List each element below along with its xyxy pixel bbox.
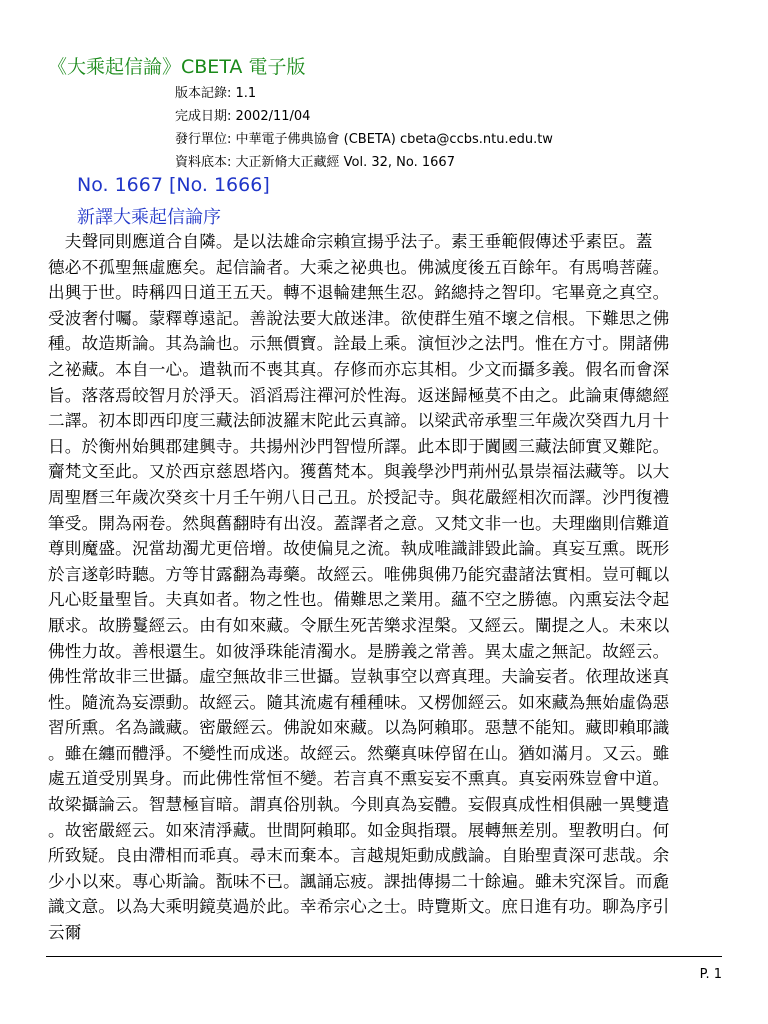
text-line: 性。隨流為妄漂動。故經云。隨其流處有種種味。又楞伽經云。如來藏為無始虛偽惡 [48,692,670,712]
meta-publisher: 發行單位: 中華電子佛典協會 (CBETA) cbeta@ccbs.ntu.edu.tw [175,132,553,147]
text-line: 二譯。初本即西印度三藏法師波羅末陀此云真諦。以梁武帝承聖三年歲次癸酉九月十 [48,411,670,431]
text-line: 之祕藏。本自一心。遣執而不喪其真。存修而亦忘其相。少文而攝多義。假名而會深 [48,359,670,379]
document-title: 《大乘起信論》CBETA 電子版 [48,56,306,78]
text-line: 種。故造斯論。其為論也。示無價寶。詮最上乘。演恒沙之法門。惟在方寸。開諸佛 [48,334,670,354]
body-text [48,229,728,946]
text-line: 習所熏。名為識藏。密嚴經云。佛說如來藏。以為阿賴耶。惡慧不能知。藏即賴耶識 [48,718,670,738]
text-line: 出興于世。時稱四日道王五天。轉不退輪建無生忍。銘總持之智印。宅畢竟之真空。 [48,283,670,303]
text-line: 故梁攝論云。智慧極盲暗。謂真俗別執。今則真為妄體。妄假真成性相俱融一異雙遣 [48,795,670,815]
version-metadata [175,82,553,174]
footer-divider [46,956,722,957]
text-line: 夫聲同則應道合自隣。是以法雄命宗賴宣揚乎法子。素王垂範假傳述乎素臣。蓋 [48,232,653,251]
text-line: 旨。落落焉皎智月於淨天。滔滔焉注禪河於性海。返迷歸極莫不由之。此論東傳總經 [48,385,670,405]
text-line: 識文意。以為大乘明鏡莫過於此。幸希宗心之士。時覽斯文。庶日進有功。聊為序引 [48,897,670,917]
text-line: 於言遂彰時聽。方等甘露翻為毒藥。故經云。唯佛與佛乃能究盡諸法實相。豈可輒以 [48,564,670,584]
text-line: 佛性常故非三世攝。虛空無故非三世攝。豈執事空以齊真理。夫論妄者。依理故迷真 [48,667,670,687]
meta-source: 資料底本: 大正新脩大正藏經 Vol. 32, No. 1667 [175,155,455,170]
text-line: 。故密嚴經云。如來清淨藏。世間阿賴耶。如金與指環。展轉無差別。聖教明白。何 [48,820,670,840]
text-line: 。雖在纏而體淨。不變性而成迷。故經云。然藥真味停留在山。猶如滿月。又云。雖 [48,743,670,763]
text-line: 齎梵文至此。又於西京慈恩塔內。獲舊梵本。與義學沙門荊州弘景崇福法藏等。以大 [48,462,670,482]
text-line: 處五道受別異身。而此佛性常恒不變。若言真不熏妄妄不熏真。真妄兩殊豈會中道。 [48,769,670,789]
text-line: 日。於衡州始興郡建興寺。共揚州沙門智愷所譯。此本即于闐國三藏法師實叉難陀。 [48,436,670,456]
text-line: 筆受。開為兩卷。然與舊翻時有出沒。蓋譯者之意。又梵文非一也。夫理幽則信難道 [48,513,670,533]
text-line: 所致疑。良由滯相而乖真。尋末而棄本。言越規矩動成戲論。自貽聖責深可悲哉。余 [48,846,670,866]
text-line: 受波奢付囑。蒙釋尊遠記。善說法要大啟迷津。欲使群生殖不壞之信根。下難思之佛 [48,308,670,328]
text-line: 德必不孤聖無虛應矣。起信論者。大乘之祕典也。佛滅度後五百餘年。有馬鳴菩薩。 [48,257,670,277]
text-line: 厭求。故勝鬘經云。由有如來藏。令厭生死苦樂求涅槃。又經云。闡提之人。未來以 [48,615,670,635]
page-number: P. 1 [699,967,722,982]
text-line: 尊則魔盛。況當劫濁尤更倍增。故使偏見之流。執成唯識誹毀此論。真妄互熏。既形 [48,539,670,559]
meta-version: 版本記錄: 1.1 [175,86,257,101]
sutra-number: No. 1667 [No. 1666] [77,174,270,196]
text-line: 周聖曆三年歲次癸亥十月壬午朔八日己丑。於授記寺。與花嚴經相次而譯。沙門復禮 [48,487,670,507]
text-line: 佛性力故。善根還生。如彼淨珠能清濁水。是勝義之常善。異太虛之無記。故經云。 [48,641,670,661]
text-line: 少小以來。專心斯論。翫味不已。諷誦忘疲。課拙傳揚二十餘遍。雖未究深旨。而麁 [48,871,670,891]
section-title: 新譯大乘起信論序 [77,207,221,228]
text-line: 凡心貶量聖旨。夫真如者。物之性也。備難思之業用。蘊不空之勝德。內熏妄法令起 [48,590,670,610]
meta-date: 完成日期: 2002/11/04 [175,109,311,124]
text-line: 云爾 [48,923,82,943]
